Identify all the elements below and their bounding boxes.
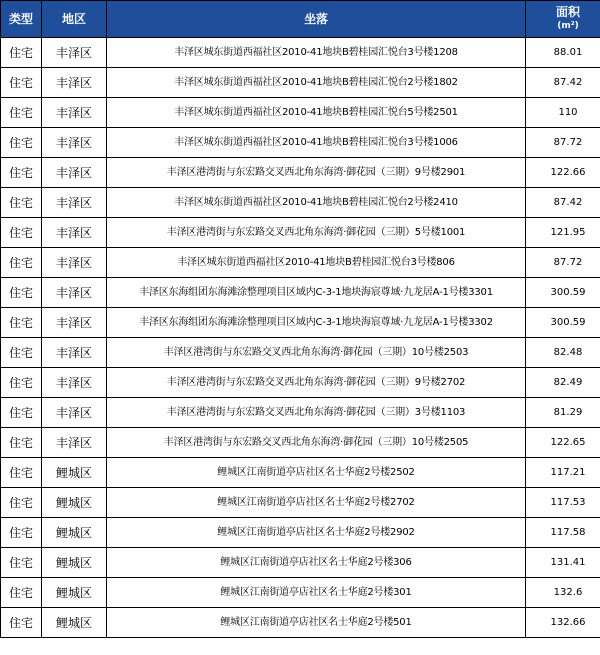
cell-area: 110 xyxy=(526,98,600,128)
cell-area: 131.41 xyxy=(526,548,600,578)
table-row xyxy=(1,488,600,518)
table-row xyxy=(1,38,600,68)
cell-type: 住宅 xyxy=(1,608,42,638)
table-row xyxy=(1,458,600,488)
table-row xyxy=(1,278,600,308)
header-area-label: 面积 xyxy=(555,5,580,19)
table-row xyxy=(1,428,600,458)
cell-type: 住宅 xyxy=(1,458,42,488)
cell-district: 鲤城区 xyxy=(42,458,107,488)
cell-type: 住宅 xyxy=(1,518,42,548)
cell-area: 117.53 xyxy=(526,488,600,518)
cell-area: 300.59 xyxy=(526,308,600,338)
cell-area: 121.95 xyxy=(526,218,600,248)
cell-area: 87.72 xyxy=(526,248,600,278)
cell-type: 住宅 xyxy=(1,548,42,578)
cell-district: 丰泽区 xyxy=(42,428,107,458)
cell-area: 300.59 xyxy=(526,278,600,308)
table-row xyxy=(1,158,600,188)
table-row xyxy=(1,548,600,578)
cell-district: 丰泽区 xyxy=(42,218,107,248)
cell-district: 丰泽区 xyxy=(42,338,107,368)
table-row xyxy=(1,248,600,278)
cell-address: 丰泽区东海组团东海滩涂整理项目区域内C-3-1地块海宸尊域·九龙居A-1号楼3301 xyxy=(107,278,526,308)
cell-district: 丰泽区 xyxy=(42,158,107,188)
cell-area: 82.49 xyxy=(526,368,600,398)
cell-address: 鲤城区江南街道亭店社区名士华庭2号楼301 xyxy=(107,578,526,608)
cell-district: 鲤城区 xyxy=(42,548,107,578)
cell-type: 住宅 xyxy=(1,428,42,458)
cell-area: 132.6 xyxy=(526,578,600,608)
table-row xyxy=(1,518,600,548)
table-header xyxy=(1,1,600,38)
table-row xyxy=(1,398,600,428)
cell-address: 丰泽区港湾街与东宏路交叉西北角东海湾·御花园（三期）3号楼1103 xyxy=(107,398,526,428)
cell-address: 丰泽区港湾街与东宏路交叉西北角东海湾·御花园（三期）10号楼2505 xyxy=(107,428,526,458)
cell-address: 丰泽区港湾街与东宏路交叉西北角东海湾·御花园（三期）10号楼2503 xyxy=(107,338,526,368)
table-row xyxy=(1,338,600,368)
cell-district: 丰泽区 xyxy=(42,398,107,428)
cell-district: 鲤城区 xyxy=(42,518,107,548)
cell-address: 鲤城区江南街道亭店社区名士华庭2号楼2902 xyxy=(107,518,526,548)
cell-type: 住宅 xyxy=(1,38,42,68)
header-address: 坐落 xyxy=(107,1,526,38)
table-body xyxy=(1,38,600,638)
cell-type: 住宅 xyxy=(1,278,42,308)
cell-type: 住宅 xyxy=(1,128,42,158)
cell-address: 丰泽区城东街道西福社区2010-41地块B碧桂园汇悦台3号楼806 xyxy=(107,248,526,278)
cell-district: 丰泽区 xyxy=(42,308,107,338)
table-row xyxy=(1,308,600,338)
cell-address: 丰泽区港湾街与东宏路交叉西北角东海湾·御花园（三期）5号楼1001 xyxy=(107,218,526,248)
cell-district: 鲤城区 xyxy=(42,488,107,518)
cell-area: 132.66 xyxy=(526,608,600,638)
cell-area: 122.66 xyxy=(526,158,600,188)
cell-address: 丰泽区港湾街与东宏路交叉西北角东海湾·御花园（三期）9号楼2702 xyxy=(107,368,526,398)
cell-area: 122.65 xyxy=(526,428,600,458)
cell-district: 丰泽区 xyxy=(42,248,107,278)
cell-type: 住宅 xyxy=(1,98,42,128)
table-row xyxy=(1,608,600,638)
cell-type: 住宅 xyxy=(1,188,42,218)
cell-address: 鲤城区江南街道亭店社区名士华庭2号楼2502 xyxy=(107,458,526,488)
cell-district: 丰泽区 xyxy=(42,188,107,218)
cell-district: 丰泽区 xyxy=(42,38,107,68)
cell-area: 117.58 xyxy=(526,518,600,548)
cell-district: 丰泽区 xyxy=(42,368,107,398)
cell-area: 87.72 xyxy=(526,128,600,158)
table-row xyxy=(1,128,600,158)
table-row xyxy=(1,368,600,398)
cell-area: 87.42 xyxy=(526,68,600,98)
cell-address: 丰泽区港湾街与东宏路交叉西北角东海湾·御花园（三期）9号楼2901 xyxy=(107,158,526,188)
cell-type: 住宅 xyxy=(1,248,42,278)
cell-district: 丰泽区 xyxy=(42,68,107,98)
table-row xyxy=(1,218,600,248)
header-area xyxy=(526,1,600,38)
cell-district: 丰泽区 xyxy=(42,278,107,308)
cell-type: 住宅 xyxy=(1,338,42,368)
cell-address: 鲤城区江南街道亭店社区名士华庭2号楼2702 xyxy=(107,488,526,518)
table-row xyxy=(1,188,600,218)
table-row xyxy=(1,68,600,98)
cell-type: 住宅 xyxy=(1,158,42,188)
cell-address: 丰泽区城东街道西福社区2010-41地块B碧桂园汇悦台2号楼1802 xyxy=(107,68,526,98)
cell-address: 丰泽区城东街道西福社区2010-41地块B碧桂园汇悦台5号楼2501 xyxy=(107,98,526,128)
cell-type: 住宅 xyxy=(1,488,42,518)
cell-area: 87.42 xyxy=(526,188,600,218)
cell-type: 住宅 xyxy=(1,398,42,428)
cell-type: 住宅 xyxy=(1,578,42,608)
header-district: 地区 xyxy=(42,1,107,38)
cell-district: 丰泽区 xyxy=(42,128,107,158)
cell-address: 丰泽区东海组团东海滩涂整理项目区域内C-3-1地块海宸尊域·九龙居A-1号楼3302 xyxy=(107,308,526,338)
cell-district: 鲤城区 xyxy=(42,578,107,608)
header-row xyxy=(1,1,600,38)
cell-address: 丰泽区城东街道西福社区2010-41地块B碧桂园汇悦台3号楼1006 xyxy=(107,128,526,158)
cell-type: 住宅 xyxy=(1,308,42,338)
cell-district: 丰泽区 xyxy=(42,98,107,128)
cell-type: 住宅 xyxy=(1,68,42,98)
cell-type: 住宅 xyxy=(1,368,42,398)
table-row xyxy=(1,578,600,608)
header-type: 类型 xyxy=(1,1,42,38)
cell-area: 82.48 xyxy=(526,338,600,368)
table-row xyxy=(1,98,600,128)
cell-address: 鲤城区江南街道亭店社区名士华庭2号楼501 xyxy=(107,608,526,638)
cell-address: 鲤城区江南街道亭店社区名士华庭2号楼306 xyxy=(107,548,526,578)
header-area-unit: (m²) xyxy=(557,21,579,31)
cell-address: 丰泽区城东街道西福社区2010-41地块B碧桂园汇悦台3号楼1208 xyxy=(107,38,526,68)
cell-type: 住宅 xyxy=(1,218,42,248)
cell-area: 81.29 xyxy=(526,398,600,428)
cell-area: 88.01 xyxy=(526,38,600,68)
cell-address: 丰泽区城东街道西福社区2010-41地块B碧桂园汇悦台2号楼2410 xyxy=(107,188,526,218)
cell-district: 鲤城区 xyxy=(42,608,107,638)
cell-area: 117.21 xyxy=(526,458,600,488)
